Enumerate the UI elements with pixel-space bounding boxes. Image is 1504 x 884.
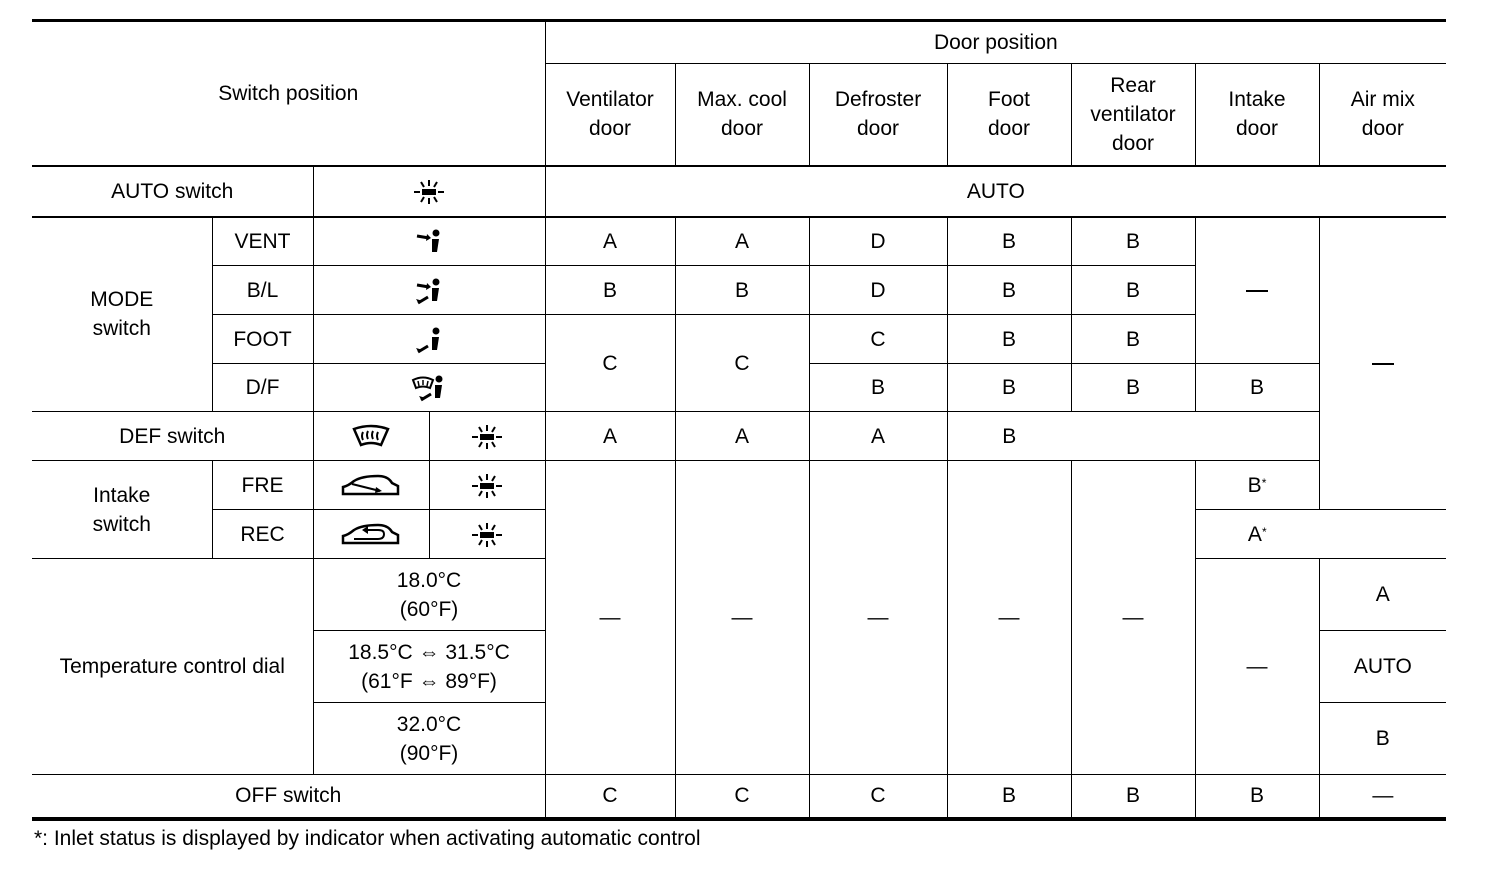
mode-df-label: D/F [212,364,313,412]
mode-vent-icon-cell [313,217,545,266]
air-mix-door-header: Air mix door [1319,64,1446,166]
lower-merged-max-cool: — [675,461,809,775]
df-rear-vent: B [1071,364,1195,412]
defroster-door-header: Defroster door [809,64,947,166]
temperature-dial-label: Temperature control dial [32,559,313,775]
bl-rear-vent: B [1071,266,1195,315]
modes-merged-ventilator: C [545,315,675,412]
def-switch-label: DEF switch [32,412,313,461]
indicator-lamp-icon [469,424,505,450]
auto-value: AUTO [545,166,1446,217]
intake-door-header: Intake door [1195,64,1319,166]
bl-ventilator: B [545,266,675,315]
defroster-icon [351,424,391,450]
vent-foot: B [947,217,1071,266]
off-switch-label: OFF switch [32,775,545,819]
off-defroster: C [809,775,947,819]
foot-defroster: C [809,315,947,364]
recirculation-icon [340,522,402,548]
off-max-cool: C [675,775,809,819]
def-foot-mode-icon [411,374,447,402]
mode-bl-label: B/L [212,266,313,315]
footnote: *: Inlet status is displayed by indicator when activating automatic control [34,827,701,850]
off-rear-vent: B [1071,775,1195,819]
modes-merged-max-cool: C [675,315,809,412]
fre-intake: B* [1195,461,1319,510]
off-ventilator: C [545,775,675,819]
indicator-lamp-icon [411,179,447,205]
mode-df-icon-cell [313,364,545,412]
foot-rear-vent: B [1071,315,1195,364]
door-position-header: Door position [545,21,1446,64]
mode-foot-label: FOOT [212,315,313,364]
bilevel-mode-icon [412,277,446,305]
vent-defroster: D [809,217,947,266]
off-intake: B [1195,775,1319,819]
vent-max-cool: A [675,217,809,266]
temp-low-air-mix: A [1319,559,1446,631]
bl-max-cool: B [675,266,809,315]
mode-foot-icon-cell [313,315,545,364]
lower-merged-defroster: — [809,461,947,775]
switch-position-header: Switch position [32,21,545,166]
lower-merged-ventilator: — [545,461,675,775]
def-icon-cell [313,412,429,461]
df-intake: B [1195,364,1319,412]
intake-switch-label: Intake switch [32,461,212,559]
foot-foot: B [947,315,1071,364]
foot-mode-icon [412,326,446,354]
mode-vent-label: VENT [212,217,313,266]
door-position-table [32,19,1446,821]
auto-indicator-cell [313,166,545,217]
df-defroster: B [809,364,947,412]
lower-merged-rear-vent: — [1071,461,1195,775]
temp-low-setting: 18.0°C (60°F) [313,559,545,631]
rec-indicator-cell [429,510,545,559]
mode-switch-label: MODE switch [32,217,212,412]
max-cool-door-header: Max. cool door [675,64,809,166]
temp-high-air-mix: B [1319,703,1446,775]
rear-ventilator-door-header: Rear ventilator door [1071,64,1195,166]
temp-high-setting: 32.0°C (90°F) [313,703,545,775]
ventilator-door-header: Ventilator door [545,64,675,166]
intake-fre-label: FRE [212,461,313,510]
dash-mark [1246,290,1268,292]
fre-indicator-cell [429,461,545,510]
indicator-lamp-icon [469,473,505,499]
intake-rec-label: REC [212,510,313,559]
def-intake: B [947,412,1071,461]
df-foot: B [947,364,1071,412]
indicator-lamp-icon [469,522,505,548]
temp-merged-intake: — [1195,559,1319,775]
def-defroster: A [545,412,675,461]
air-mix-merged-dash [1319,217,1446,510]
rec-icon-cell [313,510,429,559]
off-air-mix: — [1319,775,1446,819]
intake-merged-dash [1195,217,1319,364]
rec-intake: A* [1195,510,1319,559]
vent-rear-vent: B [1071,217,1195,266]
temp-mid-setting: 18.5°C ⇔ 31.5°C (61°F ⇔ 89°F) [313,631,545,703]
bl-defroster: D [809,266,947,315]
def-indicator-cell [429,412,545,461]
fresh-air-icon [340,473,402,499]
def-foot: A [675,412,809,461]
vent-mode-icon [412,228,446,256]
temp-mid-air-mix: AUTO [1319,631,1446,703]
fre-icon-cell [313,461,429,510]
foot-door-header: Foot door [947,64,1071,166]
vent-ventilator: A [545,217,675,266]
bl-foot: B [947,266,1071,315]
lower-merged-foot: — [947,461,1071,775]
def-rear-vent: A [809,412,947,461]
auto-switch-label: AUTO switch [32,166,313,217]
mode-bl-icon-cell [313,266,545,315]
off-foot: B [947,775,1071,819]
dash-mark [1372,363,1394,365]
